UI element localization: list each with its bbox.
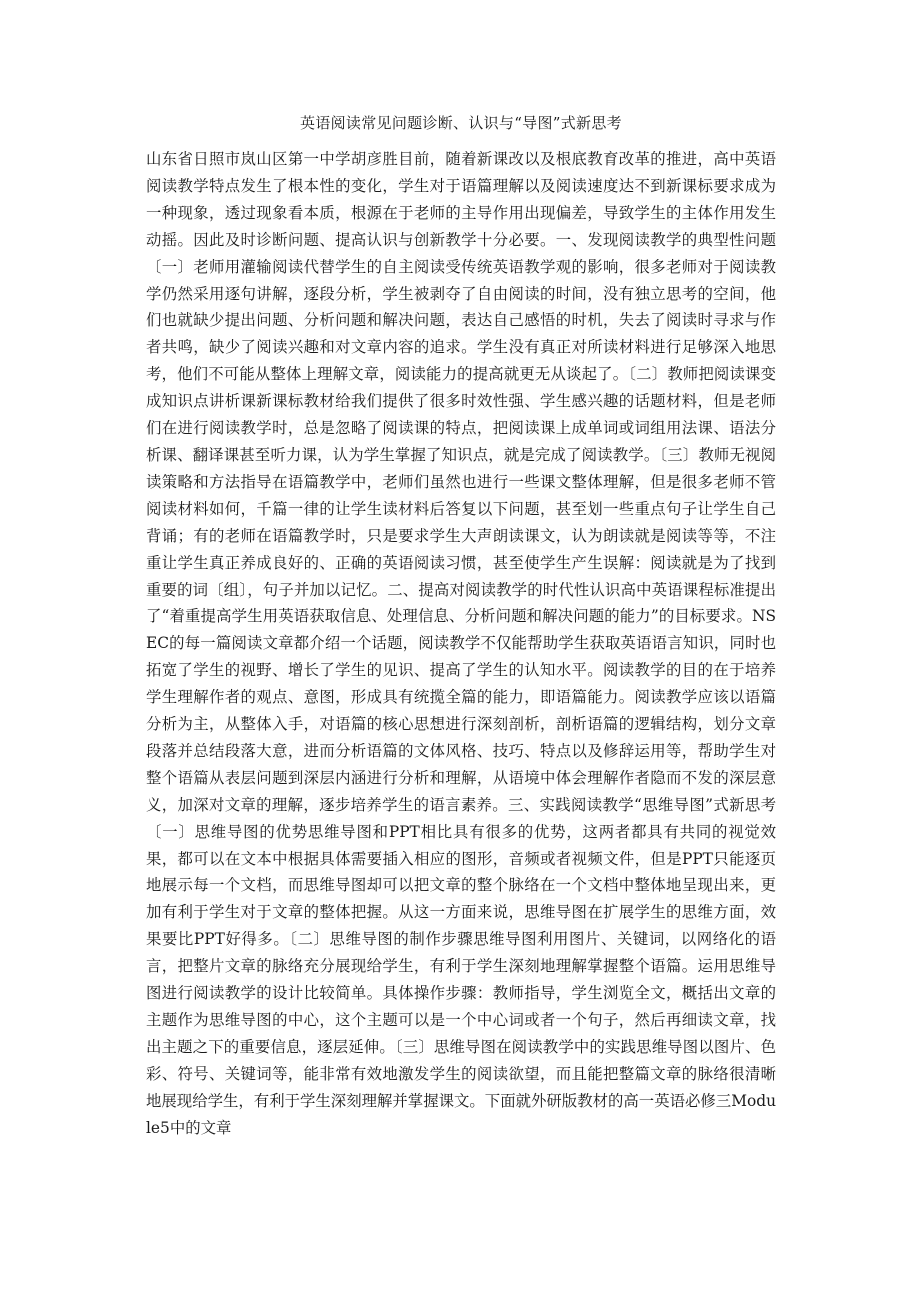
document-body-text: 山东省日照市岚山区第一中学胡彦胜目前，随着新课改以及根底教育改革的推进，高中英语阅读教学特点发生了根本性的变化，学生对于语篇理解以及阅读速度达不到新课标要求成为一种现象，透过现象看本质，根源在于老师的主导作用出现偏差，导致学生的主体作用发生动摇。因此及时诊断问题、提高认识与创新教学十分必要。一、发现阅读教学的典型性问题〔一〕老师用灌输阅读代替学生的自主阅读受传统英语教学观的影响，很多老师对于阅读教学仍然采用逐句讲解，逐段分析，学生被剥夺了自由阅读的时间，没有独立思考的空间，他们也就缺少提出问题、分析问题和解决问题，表达自己感悟的时机，失去了阅读时寻求与作者共鸣，缺少了阅读兴趣和对文章内容的追求。学生没有真正对所读材料进行足够深入地思考，他们不可能从整体上理解文章，阅读能力的提高就更无从谈起了。〔二〕教师把阅读课变成知识点讲析课新课标教材给我们提供了很多时效性强、学生感兴趣的话题材料，但是老师们在进行阅读教学时，总是忽略了阅读课的特点，把阅读课上成单词或词组用法课、语法分析课、翻译课甚至听力课，认为学生掌握了知识点，就是完成了阅读教学。〔三〕教师无视阅读策略和方法指导在语篇教学中，老师们虽然也进行一些课文整体理解，但是很多老师不管阅读材料如何，千篇一律的让学生读材料后答复以下问题，甚至划一些重点句子让学生自己背诵；有的老师在语篇教学时，只是要求学生大声朗读课文，认为朗读就是阅读等等，不注重让学生真正养成良好的、正确的英语阅读习惯，甚至使学生产生误解：阅读就是为了找到重要的词〔组〕，句子并加以记忆。二、提高对阅读教学的时代性认识高中英语课程标准提出了“着重提高学生用英语获取信息、处理信息、分析问题和解决问题的能力”的目标要求。NSEC的每一篇阅读文章都介绍一个话题，阅读教学不仅能帮助学生获取英语语言知识，同时也拓宽了学生的视野、增长了学生的见识、提高了学生的认知水平。阅读教学的目的在于培养学生理解作者的观点、意图，形成具有统揽全篇的能力，即语篇能力。阅读教学应该以语篇分析为主，从整体入手，对语篇的核心思想进行深刻剖析，剖析语篇的逻辑结构，划分文章段落并总结段落大意，进而分析语篇的文体风格、技巧、特点以及修辞运用等，帮助学生对整个语篇从表层问题到深层内涵进行分析和理解，从语境中体会理解作者隐而不发的深层意义，加深对文章的理解，逐步培养学生的语言素养。三、实践阅读教学“思维导图”式新思考〔一〕思维导图的优势思维导图和PPT相比具有很多的优势，这两者都具有共同的视觉效果，都可以在文本中根据具体需要插入相应的图形，音频或者视频文件，但是PPT只能逐页地展示每一个文档，而思维导图却可以把文章的整个脉络在一个文档中整体地呈现出来，更加有利于学生对于文章的整体把握。从这一方面来说，思维导图在扩展学生的思维方面，效果要比PPT好得多。〔二〕思维导图的制作步骤思维导图利用图片、关键词，以网络化的语言，把整片文章的脉络充分展现给学生，有利于学生深刻地理解掌握整个语篇。运用思维导图进行阅读教学的设计比较简单。具体操作步骤：教师指导，学生浏览全文，概括出文章的主题作为思维导图的中心，这个主题可以是一个中心词或者一个句子，然后再细读文章，找出主题之下的重要信息，逐层延伸。〔三〕思维导图在阅读教学中的实践思维导图以图片、色彩、符号、关键词等，能非常有效地激发学生的阅读欲望，而且能把整篇文章的脉络很清晰地展现给学生，有利于学生深刻理解并掌握课文。下面就外研版教材的高一英语必修三Module5中的文章 xyxy=(146,150,776,1137)
document-page xyxy=(146,112,776,1142)
document-title: 英语阅读常见问题诊断、认识与“导图”式新思考 xyxy=(300,114,622,132)
